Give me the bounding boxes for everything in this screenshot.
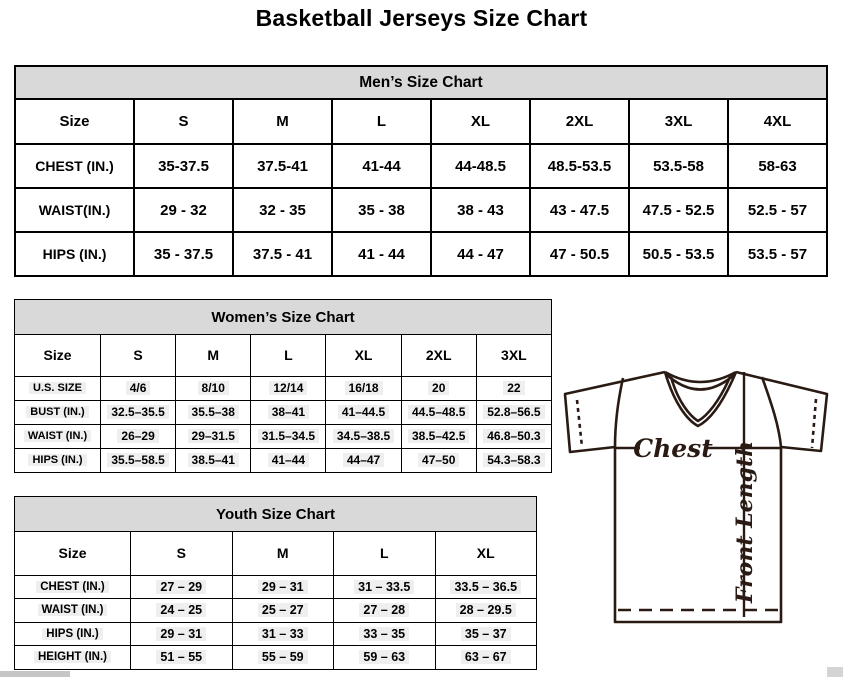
table-cell	[476, 424, 551, 448]
row-header-cell	[15, 599, 131, 623]
cell-value: 31.5–34.5	[258, 429, 319, 443]
column-header: 2XL	[401, 334, 476, 376]
cell-value: 34.5–38.5	[333, 429, 394, 443]
table-cell	[728, 144, 827, 188]
table-cell	[435, 622, 537, 646]
size-header-row	[15, 99, 827, 144]
table-row	[15, 232, 827, 276]
row-header-cell	[15, 232, 134, 276]
table-cell	[476, 448, 551, 472]
cell-value: 32 - 35	[259, 201, 306, 219]
cell-value: 48.5-53.5	[547, 157, 612, 175]
cell-value: 52.5 - 57	[747, 201, 808, 219]
horizontal-scrollbar-thumb[interactable]	[0, 671, 70, 677]
table-cell	[334, 575, 436, 599]
cell-value: 27 – 29	[156, 580, 206, 594]
table-cell	[232, 646, 334, 670]
size-header-row	[15, 531, 537, 575]
table-cell	[401, 376, 476, 400]
column-header: S	[131, 531, 233, 575]
row-label: WAIST (IN.)	[38, 604, 108, 616]
mens-size-chart-title: Men’s Size Chart	[14, 65, 828, 100]
column-header: 3XL	[476, 334, 551, 376]
row-header-cell	[15, 424, 101, 448]
table-cell	[232, 599, 334, 623]
horizontal-scrollbar-fragment[interactable]	[827, 667, 843, 677]
table-cell	[233, 188, 332, 232]
cell-value: 51 – 55	[156, 650, 206, 664]
cell-value: 8/10	[198, 381, 229, 395]
table-cell	[232, 575, 334, 599]
size-label-header: Size	[15, 99, 134, 144]
table-cell	[401, 424, 476, 448]
cell-value: 32.5–35.5	[107, 405, 168, 419]
table-cell	[435, 646, 537, 670]
table-row	[15, 424, 552, 448]
jersey-diagram-svg	[555, 360, 842, 660]
cell-value: 55 – 59	[258, 650, 308, 664]
cell-value: 44-48.5	[455, 157, 506, 175]
table-cell	[101, 400, 176, 424]
cell-value: 35.5–38	[188, 405, 239, 419]
cell-value: 29 - 32	[160, 201, 207, 219]
cell-value: 46.8–50.3	[483, 429, 544, 443]
cell-value: 44 - 47	[457, 245, 504, 263]
cell-value: 29–31.5	[188, 429, 239, 443]
cell-value: 33.5 – 36.5	[450, 580, 521, 594]
cell-value: 47.5 - 52.5	[642, 201, 715, 219]
cell-value: 38.5–42.5	[408, 429, 469, 443]
row-label: CHEST (IN.)	[35, 158, 114, 174]
table-cell	[332, 232, 431, 276]
table-row	[15, 448, 552, 472]
table-cell	[332, 188, 431, 232]
cell-value: 35 - 38	[358, 201, 405, 219]
youth-size-chart	[14, 496, 537, 670]
cell-value: 29 – 31	[156, 627, 206, 641]
cell-value: 33 – 35	[359, 627, 409, 641]
table-cell	[233, 144, 332, 188]
table-cell	[131, 575, 233, 599]
table-cell	[476, 376, 551, 400]
table-cell	[134, 144, 233, 188]
cell-value: 31 – 33	[258, 627, 308, 641]
table-cell	[251, 400, 326, 424]
table-cell	[176, 448, 251, 472]
table-row	[15, 144, 827, 188]
table-cell	[431, 188, 530, 232]
table-cell	[176, 424, 251, 448]
row-header-cell	[15, 622, 131, 646]
table-cell	[251, 376, 326, 400]
row-label: HEIGHT (IN.)	[34, 651, 111, 663]
row-label: WAIST(IN.)	[38, 202, 111, 218]
cell-value: 35 – 37	[461, 627, 511, 641]
column-header: L	[334, 531, 436, 575]
table-cell	[101, 376, 176, 400]
row-header-cell	[15, 575, 131, 599]
table-cell	[176, 400, 251, 424]
table-cell	[629, 188, 728, 232]
table-row	[15, 622, 537, 646]
cell-value: 37.5-41	[257, 157, 308, 175]
table-cell	[101, 424, 176, 448]
cell-value: 35 - 37.5	[153, 245, 214, 263]
cell-value: 27 – 28	[359, 603, 409, 617]
cell-value: 63 – 67	[461, 650, 511, 664]
table-cell	[131, 599, 233, 623]
front-length-label: Front Length	[732, 440, 758, 604]
row-label: CHEST (IN.)	[36, 581, 109, 593]
youth-size-chart-title: Youth Size Chart	[14, 496, 537, 532]
column-header: M	[232, 531, 334, 575]
row-label: HIPS (IN.)	[28, 454, 86, 466]
womens-size-chart	[14, 299, 552, 473]
cell-value: 53.5-58	[653, 157, 704, 175]
youth-size-table	[14, 531, 537, 670]
womens-size-chart-title: Women’s Size Chart	[14, 299, 552, 335]
table-cell	[326, 376, 401, 400]
left-cuff-dashed-line	[577, 400, 582, 447]
table-cell	[629, 144, 728, 188]
size-header-row	[15, 334, 552, 376]
cell-value: 47 - 50.5	[549, 245, 610, 263]
cell-value: 52.8–56.5	[483, 405, 544, 419]
mens-size-chart	[14, 65, 828, 277]
table-cell	[530, 188, 629, 232]
column-header: 3XL	[629, 99, 728, 144]
table-row	[15, 575, 537, 599]
table-cell	[326, 448, 401, 472]
size-label-header: Size	[15, 531, 131, 575]
cell-value: 28 – 29.5	[456, 603, 516, 617]
cell-value: 12/14	[269, 381, 307, 395]
row-label: HIPS (IN.)	[42, 246, 107, 262]
cell-value: 44.5–48.5	[408, 405, 469, 419]
cell-value: 38–41	[268, 405, 309, 419]
table-cell	[629, 232, 728, 276]
table-cell	[176, 376, 251, 400]
table-row	[15, 376, 552, 400]
table-cell	[728, 188, 827, 232]
cell-value: 43 - 47.5	[549, 201, 610, 219]
cell-value: 38 - 43	[457, 201, 504, 219]
cell-value: 24 – 25	[156, 603, 206, 617]
page-title: Basketball Jerseys Size Chart	[255, 5, 588, 31]
table-cell	[530, 144, 629, 188]
mens-size-table	[14, 98, 828, 277]
cell-value: 4/6	[126, 381, 151, 395]
cell-value: 29 – 31	[258, 580, 308, 594]
womens-size-table	[14, 334, 552, 473]
table-cell	[251, 448, 326, 472]
table-cell	[728, 232, 827, 276]
cell-value: 41-44	[362, 157, 401, 175]
cell-value: 47–50	[418, 453, 459, 467]
table-cell	[476, 400, 551, 424]
table-cell	[232, 622, 334, 646]
cell-value: 44–47	[343, 453, 384, 467]
table-cell	[401, 448, 476, 472]
table-cell	[131, 646, 233, 670]
table-cell	[435, 599, 537, 623]
row-header-cell	[15, 144, 134, 188]
column-header: 2XL	[530, 99, 629, 144]
row-header-cell	[15, 400, 101, 424]
column-header: M	[233, 99, 332, 144]
table-cell	[233, 232, 332, 276]
cell-value: 26–29	[117, 429, 158, 443]
column-header: M	[176, 334, 251, 376]
right-cuff-dashed-line	[812, 399, 816, 448]
cell-value: 25 – 27	[258, 603, 308, 617]
cell-value: 35.5–58.5	[107, 453, 168, 467]
column-header: L	[332, 99, 431, 144]
table-cell	[131, 622, 233, 646]
right-sleeve-seam	[762, 377, 781, 447]
table-cell	[435, 575, 537, 599]
row-header-cell	[15, 188, 134, 232]
cell-value: 38.5–41	[188, 453, 239, 467]
row-header-cell	[15, 646, 131, 670]
row-header-cell	[15, 448, 101, 472]
cell-value: 41–44.5	[338, 405, 389, 419]
cell-value: 59 – 63	[359, 650, 409, 664]
size-label-header: Size	[15, 334, 101, 376]
left-sleeve-seam	[615, 378, 623, 447]
cell-value: 35-37.5	[158, 157, 209, 175]
table-row	[15, 646, 537, 670]
jersey-measurement-diagram	[555, 360, 842, 660]
cell-value: 20	[428, 381, 449, 395]
table-row	[15, 599, 537, 623]
column-header: XL	[431, 99, 530, 144]
table-cell	[251, 424, 326, 448]
cell-value: 37.5 - 41	[252, 245, 313, 263]
table-cell	[334, 622, 436, 646]
row-header-cell	[15, 376, 101, 400]
table-cell	[334, 646, 436, 670]
table-cell	[134, 232, 233, 276]
cell-value: 22	[503, 381, 524, 395]
cell-value: 41 - 44	[358, 245, 405, 263]
column-header: S	[134, 99, 233, 144]
cell-value: 16/18	[345, 381, 383, 395]
row-label: HIPS (IN.)	[42, 628, 102, 640]
cell-value: 31 – 33.5	[354, 580, 414, 594]
chest-label: Chest	[633, 434, 713, 463]
row-label: WAIST (IN.)	[24, 430, 91, 442]
jersey-outline	[565, 372, 827, 622]
column-header: 4XL	[728, 99, 827, 144]
table-row	[15, 188, 827, 232]
table-cell	[431, 232, 530, 276]
cell-value: 41–44	[268, 453, 309, 467]
table-cell	[332, 144, 431, 188]
row-label: U.S. SIZE	[29, 382, 86, 394]
table-cell	[101, 448, 176, 472]
row-label: BUST (IN.)	[26, 406, 88, 418]
column-header: L	[251, 334, 326, 376]
table-cell	[326, 424, 401, 448]
table-cell	[431, 144, 530, 188]
table-cell	[401, 400, 476, 424]
table-cell	[326, 400, 401, 424]
cell-value: 54.3–58.3	[483, 453, 544, 467]
table-row	[15, 400, 552, 424]
column-header: XL	[435, 531, 537, 575]
cell-value: 53.5 - 57	[747, 245, 808, 263]
column-header: S	[101, 334, 176, 376]
cell-value: 50.5 - 53.5	[642, 245, 715, 263]
table-cell	[334, 599, 436, 623]
column-header: XL	[326, 334, 401, 376]
cell-value: 58-63	[758, 157, 797, 175]
table-cell	[530, 232, 629, 276]
table-cell	[134, 188, 233, 232]
